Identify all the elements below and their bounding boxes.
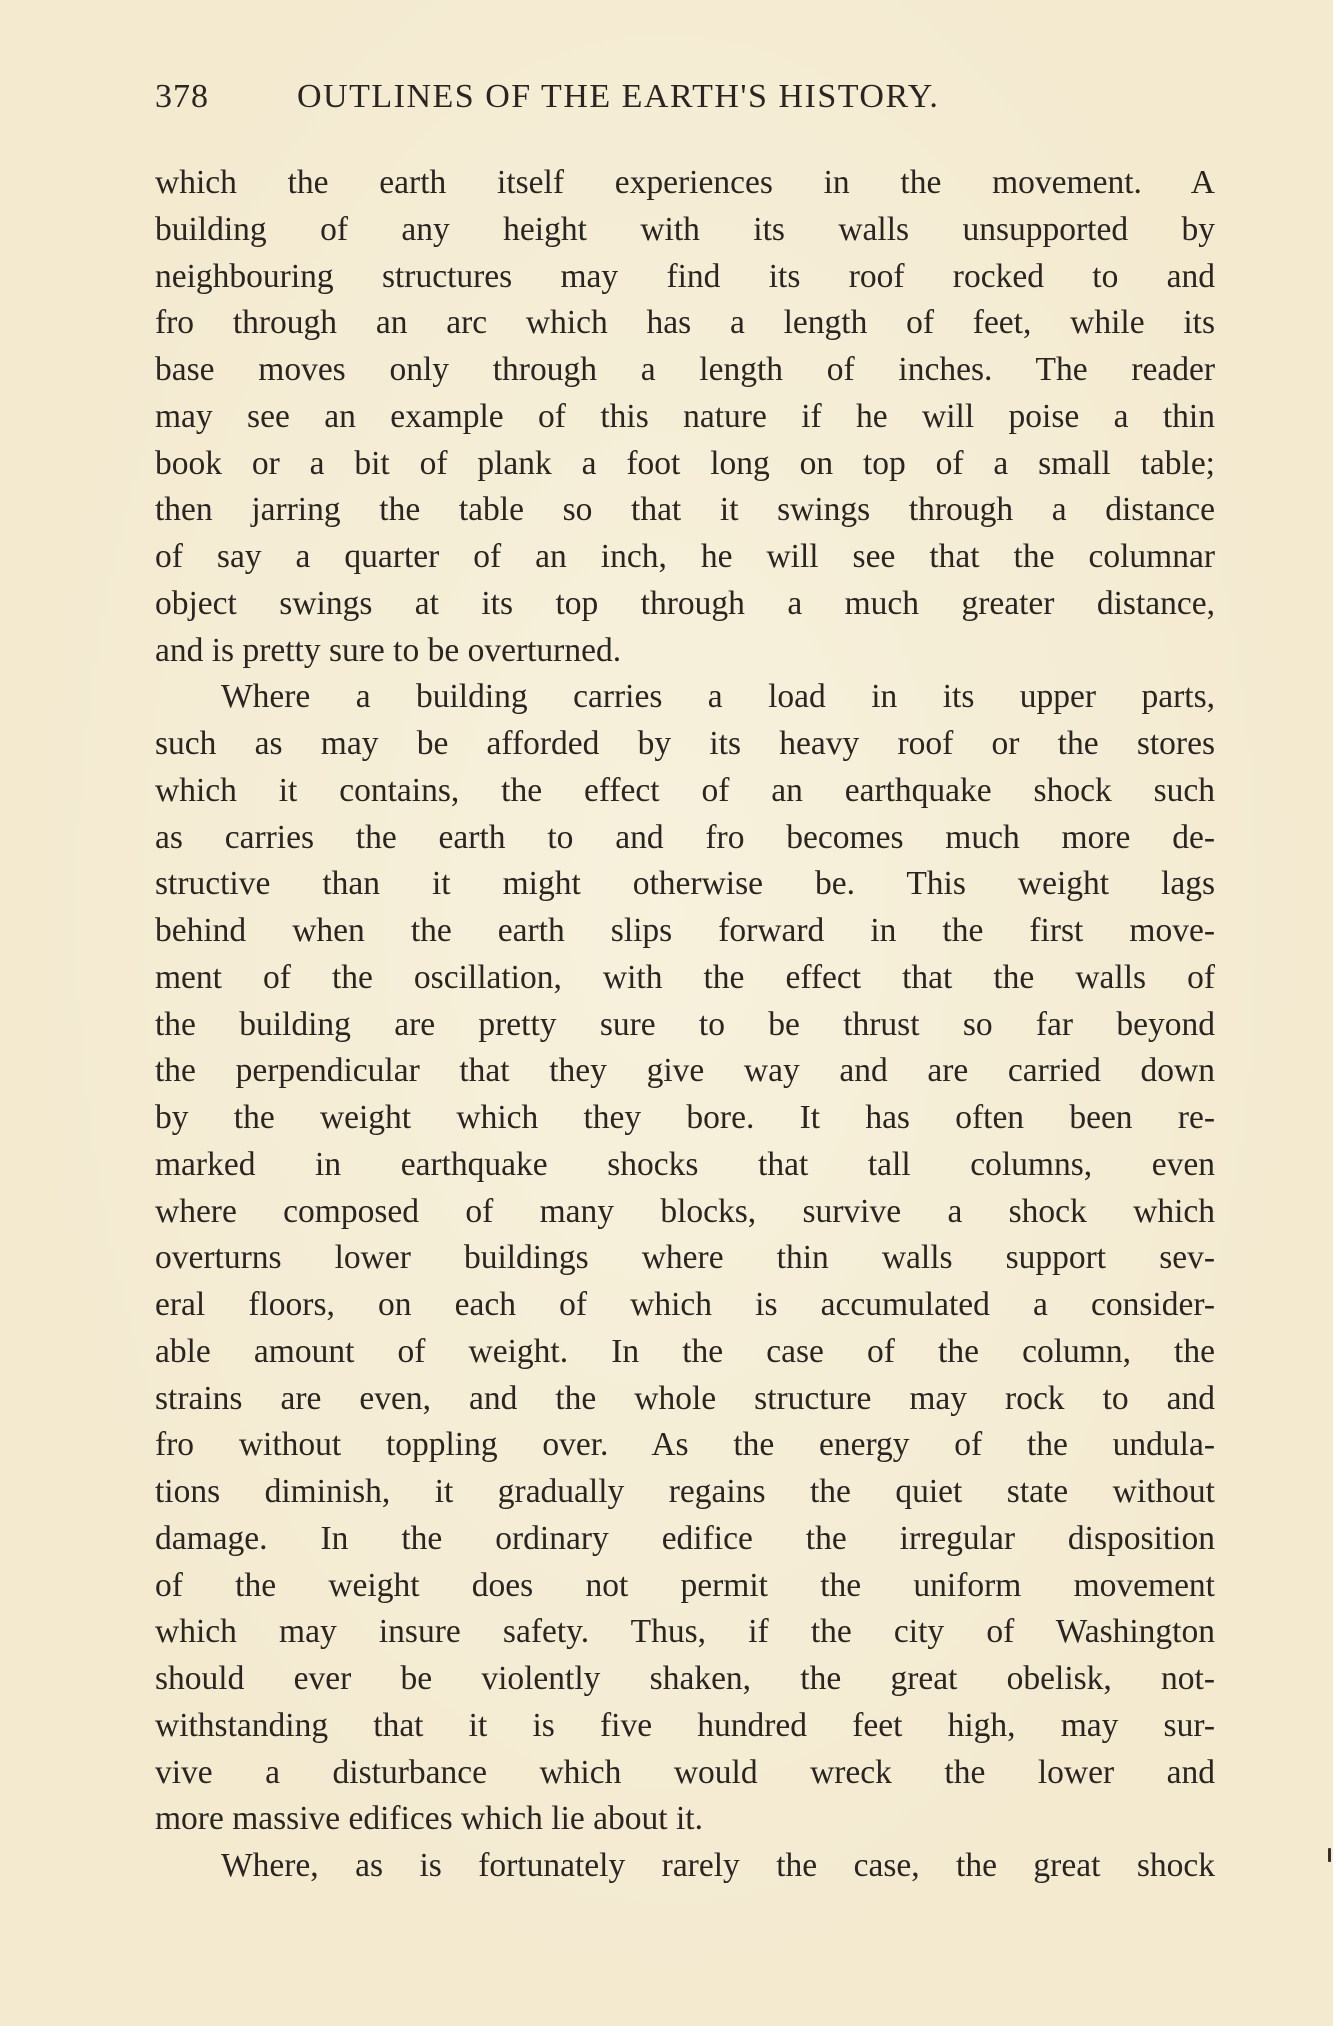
text-line: vive a disturbance which would wreck the lower and — [155, 1753, 1215, 1791]
running-head — [155, 78, 1215, 128]
text-line: of say a quarter of an inch, he will see that the columnar — [155, 538, 1215, 575]
text-line: able amount of weight. In the case of the column, the — [155, 1332, 1215, 1370]
text-line: the building are pretty sure to be thrust so far beyond — [155, 1005, 1215, 1043]
page-edge-mark — [1328, 1848, 1331, 1862]
text-line: then jarring the table so that it swings through a distance — [155, 491, 1215, 529]
text-line: tions diminish, it gradually regains the quiet state without — [155, 1473, 1215, 1510]
text-line: base moves only through a length of inches. The reader — [155, 351, 1215, 388]
text-line: damage. In the ordinary edifice the irregular disposition — [155, 1519, 1215, 1557]
text-line: structive than it might otherwise be. This weight lags — [155, 865, 1215, 903]
text-line: by the weight which they bore. It has often been re- — [155, 1099, 1215, 1136]
text-line: building of any height with its walls unsupported by — [155, 210, 1215, 248]
text-line: more massive edifices which lie about it. — [155, 1800, 703, 1838]
text-line: and is pretty sure to be overturned. — [155, 631, 622, 669]
text-line: ment of the oscillation, with the effect that the walls of — [155, 958, 1215, 996]
text-line: object swings at its top through a much greater distance, — [155, 584, 1215, 622]
page-number: 378 — [155, 78, 209, 115]
text-line: which may insure safety. Thus, if the city of Washington — [155, 1613, 1215, 1651]
text-line: overturns lower buildings where thin walls support sev- — [155, 1239, 1215, 1277]
text-line: where composed of many blocks, survive a shock which — [155, 1192, 1215, 1230]
text-line: strains are even, and the whole structure may rock to and — [155, 1379, 1215, 1417]
text-line: withstanding that it is five hundred feet high, may sur- — [155, 1706, 1215, 1744]
text-line: neighbouring structures may find its roof rocked to and — [155, 257, 1215, 295]
text-line: which it contains, the effect of an earthquake shock such — [155, 771, 1215, 809]
text-line: should ever be violently shaken, the great obelisk, not- — [155, 1660, 1215, 1697]
text-line: marked in earthquake shocks that tall columns, even — [155, 1145, 1215, 1183]
text-line: as carries the earth to and fro becomes much more de- — [155, 818, 1215, 856]
text-line: the perpendicular that they give way and are carried down — [155, 1052, 1215, 1090]
running-title: OUTLINES OF THE EARTH'S HISTORY. — [297, 78, 940, 115]
body-text — [155, 160, 1215, 1890]
text-line: behind when the earth slips forward in the first move- — [155, 912, 1215, 949]
text-line: fro through an arc which has a length of feet, while its — [155, 304, 1215, 342]
text-line: may see an example of this nature if he will poise a thin — [155, 397, 1215, 435]
text-line: eral floors, on each of which is accumulated a consider- — [155, 1286, 1215, 1323]
text-line: fro without toppling over. As the energy of the undula- — [155, 1426, 1215, 1464]
text-line: book or a bit of plank a foot long on top of a small table; — [155, 444, 1215, 482]
paragraph-start-line: Where, as is fortunately rarely the case, the great shock — [221, 1847, 1215, 1884]
paragraph-start-line: Where a building carries a load in its upper parts, — [221, 678, 1215, 716]
text-line: which the earth itself experiences in the movement. A — [155, 164, 1215, 201]
text-line: of the weight does not permit the uniform movement — [155, 1566, 1215, 1604]
text-line: such as may be afforded by its heavy roof or the stores — [155, 725, 1215, 762]
